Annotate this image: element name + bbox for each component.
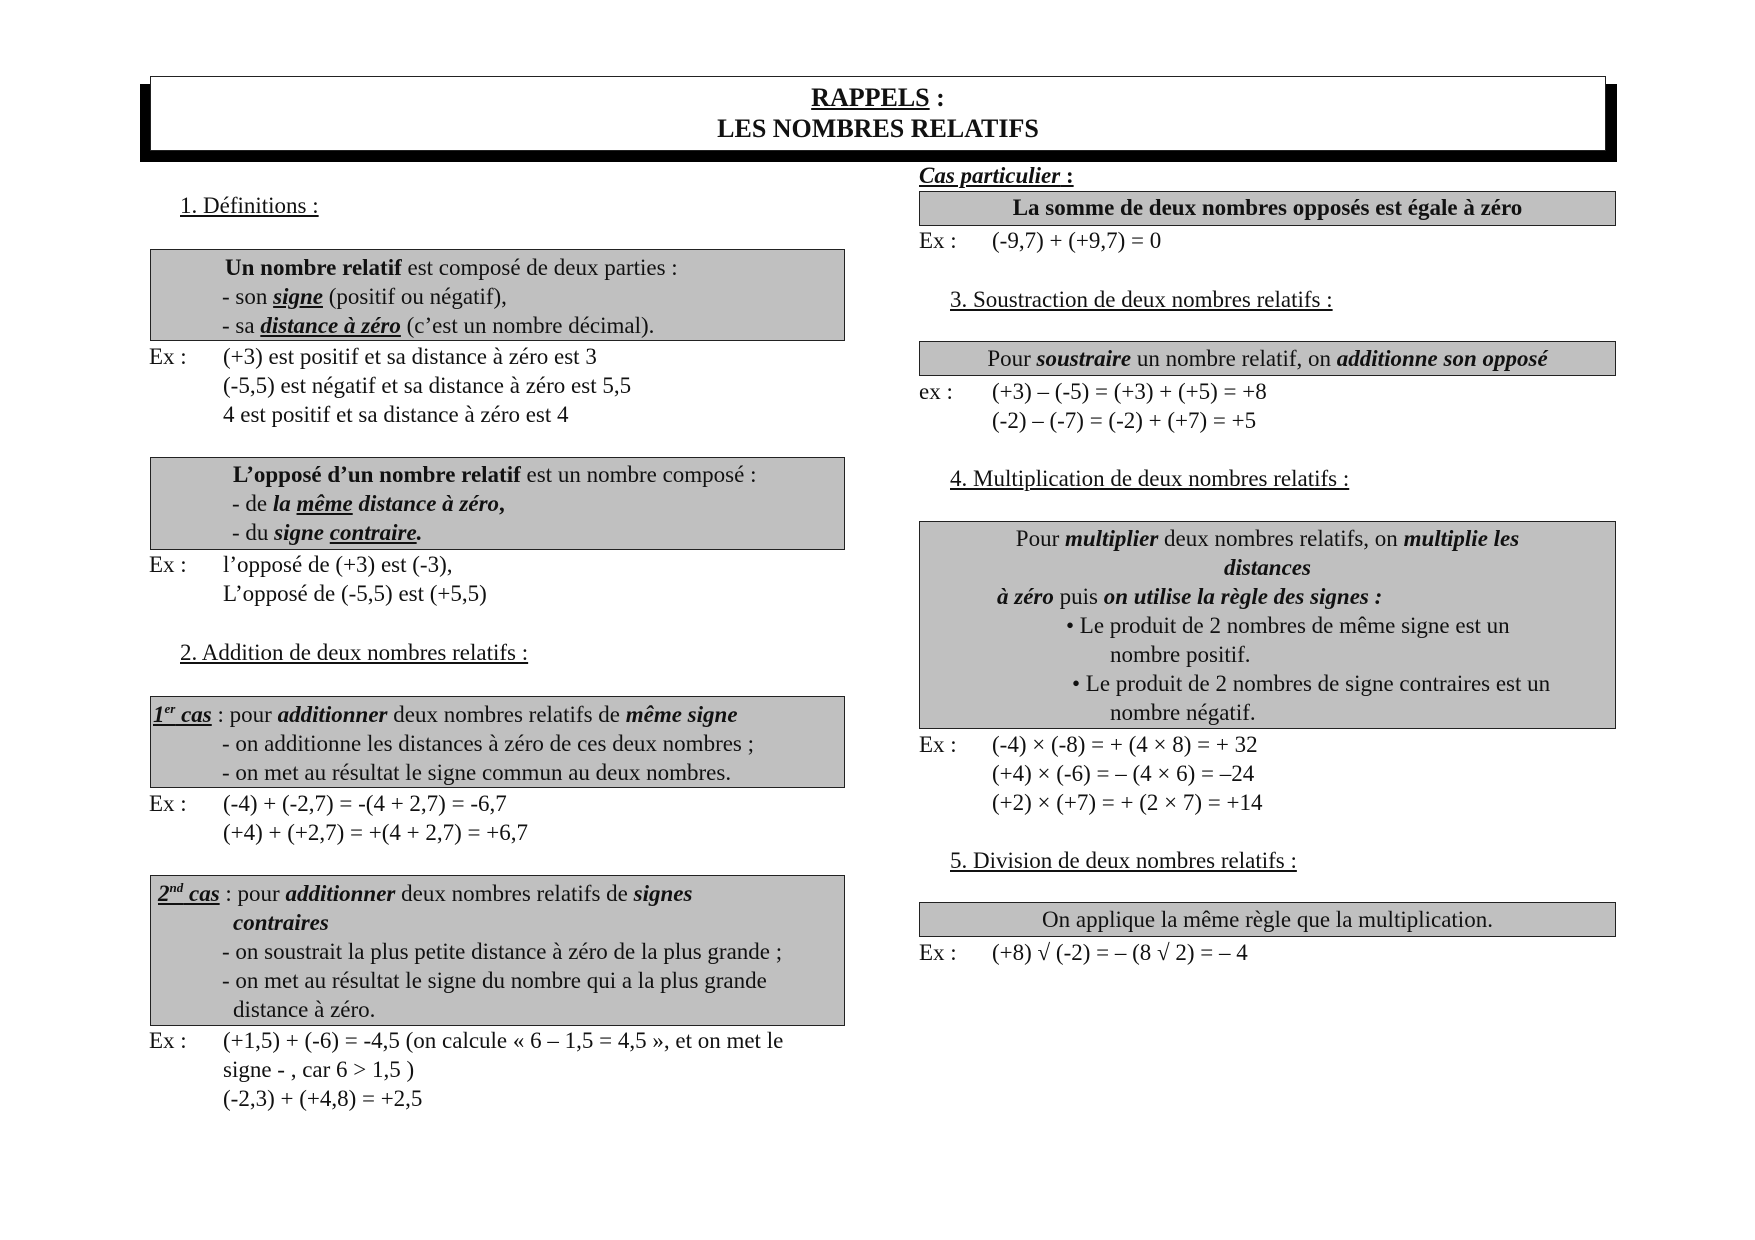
title-line2: LES NOMBRES RELATIFS (717, 114, 1039, 143)
case-2-example-1: (+1,5) + (-6) = -4,5 (on calcule « 6 – 1,5 = 4,5 », et on met le (223, 1028, 784, 1053)
subtraction-example-2: (-2) – (-7) = (-2) + (+7) = +5 (992, 408, 1257, 433)
opposite-example-1: l’opposé de (+3) est (-3), (223, 552, 453, 577)
definition-line-1: Un nombre relatif est composé de deux parties : (225, 255, 678, 280)
special-case-text: La somme de deux nombres opposés est égale à zéro (1012, 195, 1523, 220)
case-2-example-2: signe - , car 6 > 1,5 ) (223, 1057, 415, 1082)
opposite-example-2: L’opposé de (-5,5) est (+5,5) (223, 581, 487, 606)
case-2-line-2: contraires (233, 910, 329, 935)
opposite-line-1: L’opposé d’un nombre relatif est un nombre composé : (233, 462, 757, 487)
case-1-example-2: (+4) + (+2,7) = +(4 + 2,7) = +6,7 (223, 820, 528, 845)
subtraction-rule: Pour soustraire un nombre relatif, on additionne son opposé (987, 346, 1548, 371)
multiplication-bullet-1a: • Le produit de 2 nombres de même signe est un (1066, 613, 1510, 638)
multiplication-example-3: (+2) × (+7) = + (2 × 7) = +14 (992, 790, 1263, 815)
multiplication-line-1: Pour multiplier deux nombres relatifs, on multiplie les (1015, 526, 1520, 551)
multiplication-bullet-2b: nombre négatif. (1110, 700, 1256, 725)
section-3-heading: 3. Soustraction de deux nombres relatifs : (950, 287, 1333, 312)
section-5-heading: 5. Division de deux nombres relatifs : (950, 848, 1297, 873)
case-2-label: 2nd cas (158, 880, 220, 906)
definition-line-3: - sa distance à zéro (c’est un nombre décimal). (222, 313, 655, 338)
opposite-ex-label: Ex : (149, 552, 187, 577)
case-2-ex-label: Ex : (149, 1028, 187, 1053)
title-box (150, 76, 1606, 151)
case-2-line-5: distance à zéro. (233, 997, 376, 1022)
case-2-line-4: - on met au résultat le signe du nombre qui a la plus grande (222, 968, 767, 993)
multiplication-line-2: distances (1224, 555, 1311, 580)
opposite-line-2: - de la même distance à zéro, (232, 491, 505, 516)
multiplication-line-3: à zéro puis on utilise la règle des signes : (997, 584, 1383, 609)
special-case-ex-label: Ex : (919, 228, 957, 253)
case-2-example-3: (-2,3) + (+4,8) = +2,5 (223, 1086, 423, 1111)
multiplication-bullet-1b: nombre positif. (1110, 642, 1251, 667)
case-1-line-3: - on met au résultat le signe commun au deux nombres. (222, 760, 732, 785)
definition-line-2: - son signe (positif ou négatif), (222, 284, 507, 309)
case-1-ex-label: Ex : (149, 791, 187, 816)
multiplication-ex-label: Ex : (919, 732, 957, 757)
division-example: (+8) √ (-2) = – (8 √ 2) = – 4 (992, 940, 1248, 965)
section-1-heading: 1. Définitions : (180, 193, 319, 218)
case-1-label: 1er cas (153, 701, 212, 727)
multiplication-example-1: (-4) × (-8) = + (4 × 8) = + 32 (992, 732, 1258, 757)
definition-ex-label: Ex : (149, 344, 187, 369)
division-ex-label: Ex : (919, 940, 957, 965)
opposite-line-3: - du signe contraire. (232, 520, 423, 545)
subtraction-ex-label: ex : (919, 379, 953, 404)
multiplication-example-2: (+4) × (-6) = – (4 × 6) = –24 (992, 761, 1255, 786)
case-1-example-1: (-4) + (-2,7) = -(4 + 2,7) = -6,7 (223, 791, 507, 816)
case-2-line-3: - on soustrait la plus petite distance à zéro de la plus grande ; (222, 939, 783, 964)
definition-example-3: 4 est positif et sa distance à zéro est 4 (223, 402, 569, 427)
section-2-heading: 2. Addition de deux nombres relatifs : (180, 640, 529, 665)
subtraction-example-1: (+3) – (-5) = (+3) + (+5) = +8 (992, 379, 1267, 404)
definition-example-2: (-5,5) est négatif et sa distance à zéro est 5,5 (223, 373, 632, 398)
section-4-heading: 4. Multiplication de deux nombres relatifs : (950, 466, 1350, 491)
definition-example-1: (+3) est positif et sa distance à zéro est 3 (223, 344, 597, 369)
title-line1: RAPPELS : (811, 83, 945, 112)
special-case-label: Cas particulier : (919, 163, 1074, 188)
case-1-line-2: - on additionne les distances à zéro de ces deux nombres ; (222, 731, 755, 756)
case-1-line-1: 1er cas : pour additionner deux nombres relatifs de même signe (153, 701, 738, 727)
multiplication-bullet-2a: • Le produit de 2 nombres de signe contraires est un (1072, 671, 1551, 696)
special-case-example: (-9,7) + (+9,7) = 0 (992, 228, 1162, 253)
division-rule: On applique la même règle que la multiplication. (1042, 907, 1493, 932)
case-2-line-1: 2nd cas : pour additionner deux nombres relatifs de signes (158, 880, 693, 906)
